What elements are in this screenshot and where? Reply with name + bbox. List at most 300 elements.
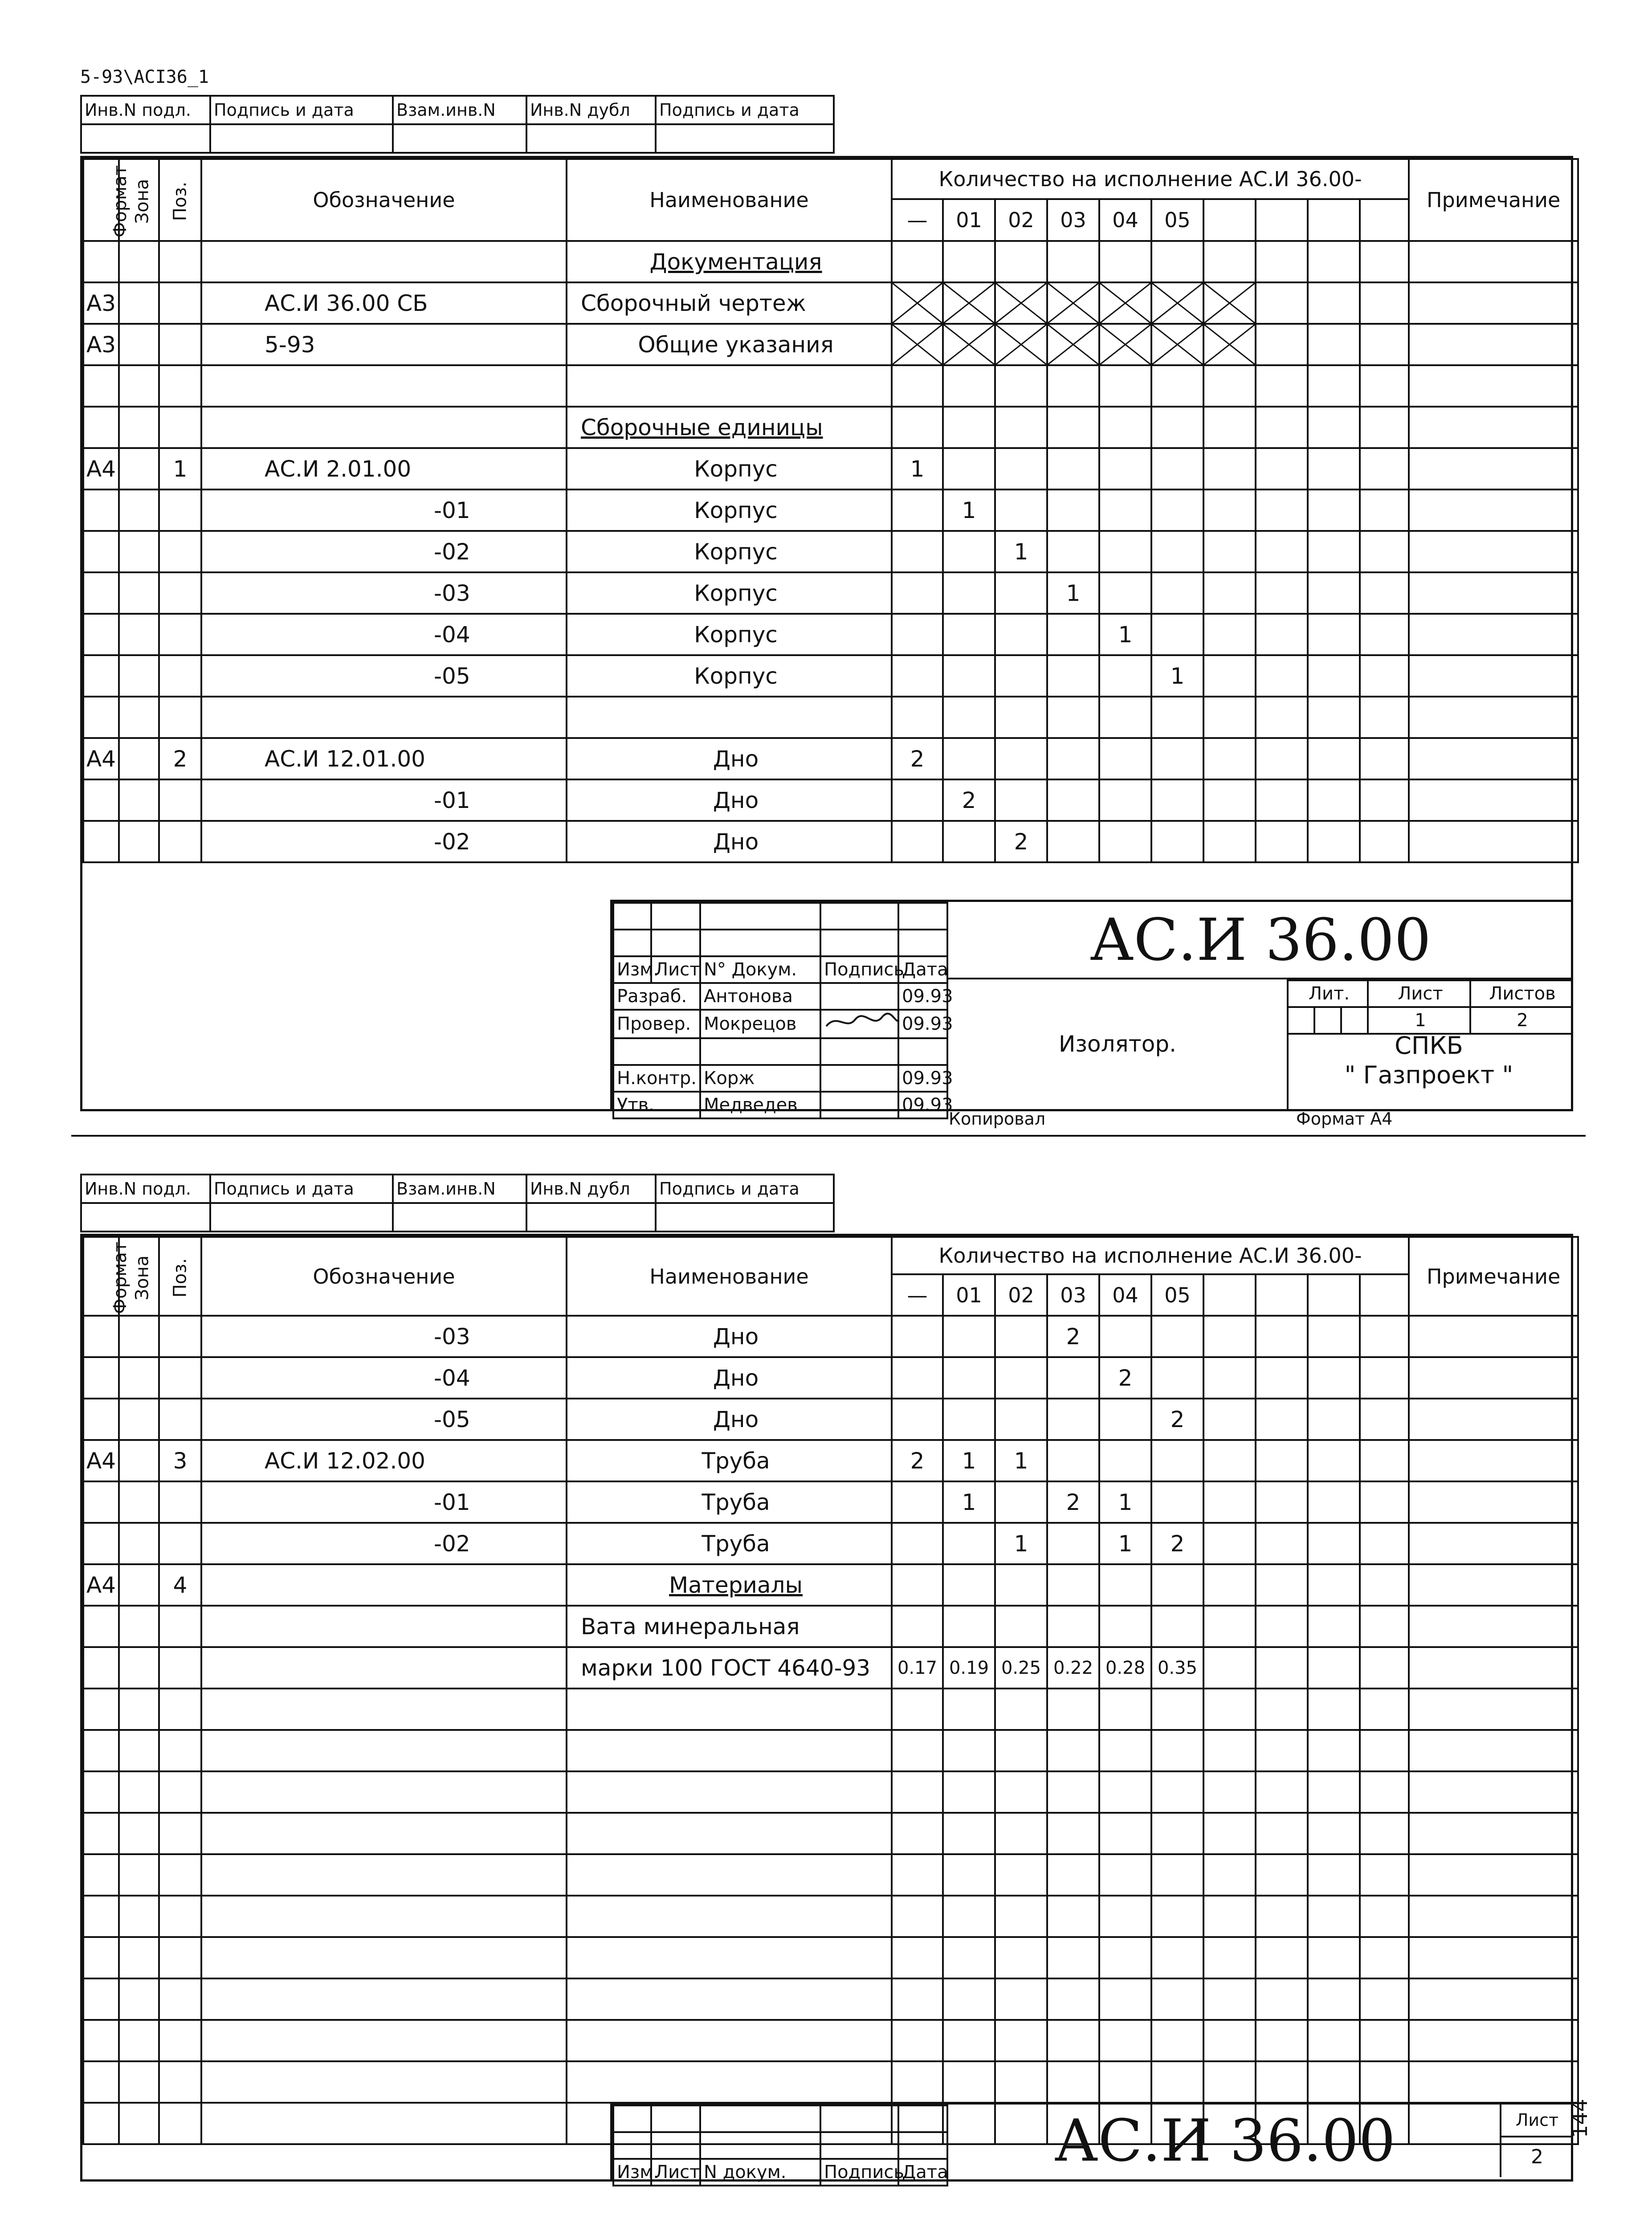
name-text: Корпус [694, 456, 778, 482]
cell-pos [159, 1647, 201, 1689]
cell-qty [1099, 2061, 1151, 2103]
cell-format [83, 1689, 119, 1730]
name-text: Сборочный чертеж [581, 290, 806, 316]
cell-designation: -02 [201, 1523, 567, 1564]
cell-qty [1256, 614, 1308, 655]
cell-pos [159, 489, 201, 531]
cell-qty [1151, 324, 1203, 365]
cell-zone [119, 614, 159, 655]
cell-qty [1203, 1896, 1256, 1937]
cell-designation: АС.И 36.00 СБ [201, 282, 567, 324]
cell-qty [1203, 1854, 1256, 1896]
cell-qty: 2 [1151, 1399, 1203, 1440]
cell-name [567, 1564, 892, 1606]
cell-qty [995, 241, 1047, 282]
cell-qty [892, 1813, 943, 1854]
cell-qty [995, 1399, 1047, 1440]
cell-qty [943, 697, 995, 738]
cell-pos [159, 1357, 201, 1399]
cell-pos [159, 2103, 201, 2144]
cell-qty [1203, 779, 1256, 821]
cell-format [83, 1896, 119, 1937]
cell-qty [1256, 1937, 1308, 1978]
cell-note [1409, 1854, 1578, 1896]
cell-qty [995, 1564, 1047, 1606]
cell-qty: 1 [1047, 572, 1099, 614]
cell-designation: -05 [201, 655, 567, 697]
cell-qty [1256, 489, 1308, 531]
cell-qty [1308, 1937, 1360, 1978]
name-text: Корпус [694, 580, 778, 606]
name-text: Вата минеральная [581, 1613, 800, 1640]
cell-designation [201, 2103, 567, 2144]
cell-qty [1151, 614, 1203, 655]
cell-format [83, 1357, 119, 1399]
cell-format [83, 1978, 119, 2020]
cell-format [83, 2103, 119, 2144]
cell-format [83, 1771, 119, 1813]
sheet-value-2: 2 [1531, 2145, 1543, 2168]
cell-qty [1099, 489, 1151, 531]
table-row [83, 241, 1578, 282]
cell-designation: -04 [201, 614, 567, 655]
hdr-variant: 02 [995, 199, 1047, 241]
name-text: Корпус [694, 663, 778, 689]
cell-qty [1203, 324, 1256, 365]
cell-pos [159, 282, 201, 324]
cell-qty: 1 [995, 1523, 1047, 1564]
cell-qty: 0.22 [1047, 1647, 1099, 1689]
tb-person-date: 09.93 [898, 1092, 947, 1118]
cell-qty [1047, 489, 1099, 531]
tb-person-name: Корж [700, 1065, 820, 1092]
cell-qty [995, 614, 1047, 655]
cell-qty [1308, 1523, 1360, 1564]
cell-designation: АС.И 2.01.00 [201, 448, 567, 489]
cell-pos [159, 1771, 201, 1813]
table-row [83, 1399, 1578, 1440]
cell-qty [1151, 1440, 1203, 1481]
cell-qty [892, 1771, 943, 1813]
cell-qty [1308, 655, 1360, 697]
name-text: Дно [713, 828, 759, 855]
tb-role: Н.контр. [613, 1065, 700, 1092]
table-row [83, 1771, 1578, 1813]
cell-qty [1099, 1771, 1151, 1813]
cell-pos [159, 821, 201, 862]
cell-format: А3 [83, 324, 119, 365]
tb-person-name: Антонова [700, 983, 820, 1010]
cell-qty [1256, 282, 1308, 324]
cell-qty [995, 1730, 1047, 1771]
tb-lit-label: Лит. [1288, 980, 1368, 1007]
cell-qty: 2 [1099, 1357, 1151, 1399]
cell-qty [995, 1481, 1047, 1523]
tb-sheets-label: Листов [1470, 980, 1572, 1007]
table-row [83, 1854, 1578, 1896]
cell-qty [1360, 614, 1409, 655]
table-row [83, 407, 1578, 448]
cell-name [567, 697, 892, 738]
cell-pos [159, 1481, 201, 1523]
cell-qty [1256, 1481, 1308, 1523]
cell-qty [1360, 1440, 1409, 1481]
cell-qty [1047, 1606, 1099, 1647]
cell-qty [995, 1316, 1047, 1357]
cell-note [1409, 241, 1578, 282]
cell-qty [1256, 697, 1308, 738]
table-row [83, 1357, 1578, 1399]
cell-qty [1203, 1357, 1256, 1399]
cell-qty [1047, 282, 1099, 324]
cell-qty [1256, 1730, 1308, 1771]
cell-qty [1099, 2020, 1151, 2061]
tb-role: Утв. [613, 1092, 700, 1118]
cell-qty [1308, 531, 1360, 572]
cell-qty [1256, 1606, 1308, 1647]
cell-qty [1256, 531, 1308, 572]
cell-qty [943, 1896, 995, 1937]
strip-sign-date: Подпись и дата [210, 1175, 393, 1203]
cell-format [83, 1647, 119, 1689]
cell-qty [1047, 1854, 1099, 1896]
cell-zone [119, 2103, 159, 2144]
spec-table-sheet-2 [82, 1236, 1579, 2145]
cell-qty: 0.35 [1151, 1647, 1203, 1689]
doc-number: АС.И 36.00 [946, 902, 1573, 979]
cell-qty [1203, 738, 1256, 779]
cell-qty [1151, 2061, 1203, 2103]
cell-designation [201, 2020, 567, 2061]
cell-qty [1256, 2061, 1308, 2103]
cell-qty: 1 [943, 1481, 995, 1523]
cell-note [1409, 655, 1578, 697]
cell-zone [119, 2061, 159, 2103]
cell-designation [201, 1937, 567, 1978]
cell-note [1409, 1523, 1578, 1564]
cell-note [1409, 1978, 1578, 2020]
cell-zone [119, 531, 159, 572]
tb-person-name: Медведев [700, 1092, 820, 1118]
cell-qty [1047, 655, 1099, 697]
cell-designation [201, 697, 567, 738]
cell-qty [1047, 2061, 1099, 2103]
cell-name [567, 365, 892, 407]
cell-qty [995, 282, 1047, 324]
cell-qty [995, 1771, 1047, 1813]
cell-qty [1360, 1937, 1409, 1978]
cell-qty [1308, 572, 1360, 614]
cell-format [83, 2020, 119, 2061]
hdr-qty-caption: Количество на исполнение АС.И 36.00- [892, 159, 1409, 199]
cell-qty [1256, 1896, 1308, 1937]
cell-qty [943, 738, 995, 779]
hdr-format: Формат [83, 159, 119, 241]
cell-zone [119, 1937, 159, 1978]
cell-zone [119, 1647, 159, 1689]
cell-qty [995, 779, 1047, 821]
table-row [83, 779, 1578, 821]
file-reference: 5-93\ACI36_1 [80, 67, 209, 87]
cell-qty [995, 1854, 1047, 1896]
cell-pos [159, 1606, 201, 1647]
table-row [83, 531, 1578, 572]
cell-zone [119, 407, 159, 448]
cell-qty [1308, 1813, 1360, 1854]
cell-qty [995, 489, 1047, 531]
name-text: Труба [702, 1448, 770, 1474]
cell-qty [1203, 1316, 1256, 1357]
cell-qty [1360, 697, 1409, 738]
cell-qty [892, 2061, 943, 2103]
cell-zone [119, 448, 159, 489]
cell-qty [943, 1978, 995, 2020]
copied-label: Копировал [949, 1109, 1046, 1129]
table-row [83, 489, 1578, 531]
cell-qty [1203, 282, 1256, 324]
cell-note [1409, 448, 1578, 489]
cell-pos [159, 531, 201, 572]
cell-qty [1308, 1689, 1360, 1730]
hdr-pos: Поз. [159, 1237, 201, 1316]
table-row [83, 1937, 1578, 1978]
cell-qty [892, 1399, 943, 1440]
cell-qty [892, 407, 943, 448]
cell-qty [1203, 489, 1256, 531]
strip-inv-dup: Инв.N дубл [526, 1175, 656, 1203]
name-text: Труба [702, 1489, 770, 1515]
cell-qty [1047, 1523, 1099, 1564]
cell-designation: 5-93 [201, 324, 567, 365]
cell-qty [892, 697, 943, 738]
cell-qty [1151, 2020, 1203, 2061]
cell-note [1409, 1481, 1578, 1523]
cell-format [83, 614, 119, 655]
cell-qty [892, 365, 943, 407]
table-row [83, 2061, 1578, 2103]
cell-note [1409, 572, 1578, 614]
cell-qty [1360, 1357, 1409, 1399]
cell-qty [1099, 738, 1151, 779]
cell-qty [1308, 448, 1360, 489]
cell-qty [1256, 324, 1308, 365]
cell-qty [1308, 1978, 1360, 2020]
cell-qty [892, 1854, 943, 1896]
strip-replace-inv: Взам.инв.N [393, 1175, 526, 1203]
cell-qty [1360, 1771, 1409, 1813]
cell-qty [1308, 1357, 1360, 1399]
cell-qty [1047, 241, 1099, 282]
cell-note [1409, 365, 1578, 407]
cell-qty [1203, 1564, 1256, 1606]
table-row [83, 1316, 1578, 1357]
cell-name [567, 2061, 892, 2103]
cell-qty [1256, 241, 1308, 282]
name-text: Дно [713, 746, 759, 772]
cell-qty [943, 1937, 995, 1978]
cell-note [1409, 531, 1578, 572]
cell-qty [1360, 1689, 1409, 1730]
cell-qty [1360, 2020, 1409, 2061]
cell-designation: -03 [201, 572, 567, 614]
cell-qty [995, 324, 1047, 365]
cell-qty [892, 1978, 943, 2020]
cell-format [83, 241, 119, 282]
cell-pos [159, 1730, 201, 1771]
cell-qty [892, 655, 943, 697]
cell-note [1409, 738, 1578, 779]
cell-designation [201, 2061, 567, 2103]
cell-note [1409, 1564, 1578, 1606]
cell-qty [1099, 655, 1151, 697]
cell-qty [1151, 1813, 1203, 1854]
cell-qty [1308, 2061, 1360, 2103]
cell-qty [1099, 1399, 1151, 1440]
cell-qty [1203, 1978, 1256, 2020]
cell-qty [1047, 1399, 1099, 1440]
cell-qty [1256, 655, 1308, 697]
table-row [83, 1564, 1578, 1606]
cell-qty [1047, 779, 1099, 821]
cell-format: А4 [83, 1564, 119, 1606]
cell-qty [1047, 1357, 1099, 1399]
cell-qty [943, 1316, 995, 1357]
name-text: Корпус [694, 538, 778, 565]
cell-designation [201, 1647, 567, 1689]
cell-qty [1256, 365, 1308, 407]
cell-qty [1360, 531, 1409, 572]
cell-qty [1308, 1647, 1360, 1689]
table-row [83, 655, 1578, 697]
cell-format [83, 1730, 119, 1771]
cell-zone [119, 1771, 159, 1813]
cell-qty [1099, 821, 1151, 862]
name-text: Дно [713, 1406, 759, 1432]
cell-qty [892, 531, 943, 572]
cell-qty [1256, 572, 1308, 614]
cell-qty [1099, 407, 1151, 448]
cell-format [83, 531, 119, 572]
cell-qty [995, 1606, 1047, 1647]
hdr-variant: 04 [1099, 199, 1151, 241]
doc-title: Изолятор. [948, 979, 1289, 1109]
table-row [83, 1896, 1578, 1937]
cell-zone [119, 1399, 159, 1440]
cell-qty [892, 1564, 943, 1606]
cell-qty [995, 448, 1047, 489]
cell-qty [1308, 2020, 1360, 2061]
cell-qty [892, 1730, 943, 1771]
cell-zone [119, 1606, 159, 1647]
cell-format [83, 1606, 119, 1647]
hdr-qty-caption: Количество на исполнение АС.И 36.00- [892, 1237, 1409, 1274]
archive-strip-2 [80, 1174, 835, 1232]
cell-qty [1099, 779, 1151, 821]
cell-qty [892, 779, 943, 821]
cell-qty [892, 1937, 943, 1978]
cell-qty [995, 1896, 1047, 1937]
cell-qty [1360, 1854, 1409, 1896]
cell-qty [1256, 2020, 1308, 2061]
cell-zone [119, 655, 159, 697]
cell-qty: 0.17 [892, 1647, 943, 1689]
cell-qty [1203, 1399, 1256, 1440]
cell-pos [159, 655, 201, 697]
cell-qty [1203, 1523, 1256, 1564]
cell-qty [1047, 531, 1099, 572]
cell-qty [1360, 1896, 1409, 1937]
cell-qty [1308, 1564, 1360, 1606]
cell-qty [1047, 1937, 1099, 1978]
cell-designation: -02 [201, 821, 567, 862]
cell-qty [1099, 1813, 1151, 1854]
table-row [83, 365, 1578, 407]
cell-qty [943, 1357, 995, 1399]
cell-qty [995, 2020, 1047, 2061]
org-line-2: " Газпроект " [1344, 1061, 1513, 1089]
hdr-variant: 03 [1047, 199, 1099, 241]
cell-pos [159, 407, 201, 448]
cell-qty [892, 282, 943, 324]
cell-pos: 4 [159, 1564, 201, 1606]
cell-name [567, 779, 892, 821]
cell-qty [1099, 1896, 1151, 1937]
cell-pos [159, 572, 201, 614]
cell-note [1409, 1896, 1578, 1937]
cell-qty [943, 2020, 995, 2061]
cell-qty [1151, 1730, 1203, 1771]
cell-name [567, 324, 892, 365]
cell-qty [1203, 2020, 1256, 2061]
cell-zone [119, 1523, 159, 1564]
cell-note [1409, 1813, 1578, 1854]
cell-qty [1047, 2020, 1099, 2061]
cell-qty [1151, 1564, 1203, 1606]
cell-qty: 1 [943, 489, 995, 531]
cell-qty [1308, 821, 1360, 862]
cell-zone [119, 1316, 159, 1357]
cell-qty [892, 489, 943, 531]
cell-qty [943, 2061, 995, 2103]
cell-designation [201, 241, 567, 282]
doc-number-2: АС.И 36.00 [946, 2105, 1501, 2177]
cell-qty [943, 448, 995, 489]
cell-qty [892, 324, 943, 365]
cell-qty [1203, 655, 1256, 697]
tb-col-date: Дата [898, 956, 947, 983]
tb-sheets-value: 2 [1470, 1007, 1572, 1034]
cell-qty [1360, 738, 1409, 779]
table-row [83, 1730, 1578, 1771]
cell-zone [119, 282, 159, 324]
cell-designation [201, 407, 567, 448]
cell-name [567, 655, 892, 697]
cell-qty: 1 [1099, 1481, 1151, 1523]
cell-zone [119, 779, 159, 821]
cell-qty [995, 697, 1047, 738]
cell-name [567, 1730, 892, 1771]
name-text: Сборочные единицы [581, 414, 823, 441]
cell-qty [892, 821, 943, 862]
cell-qty [1047, 1564, 1099, 1606]
cell-qty [1256, 1854, 1308, 1896]
cell-note [1409, 489, 1578, 531]
cell-pos [159, 2020, 201, 2061]
cell-qty [1256, 1771, 1308, 1813]
cell-qty [1256, 738, 1308, 779]
cell-pos [159, 324, 201, 365]
cell-qty [1151, 821, 1203, 862]
